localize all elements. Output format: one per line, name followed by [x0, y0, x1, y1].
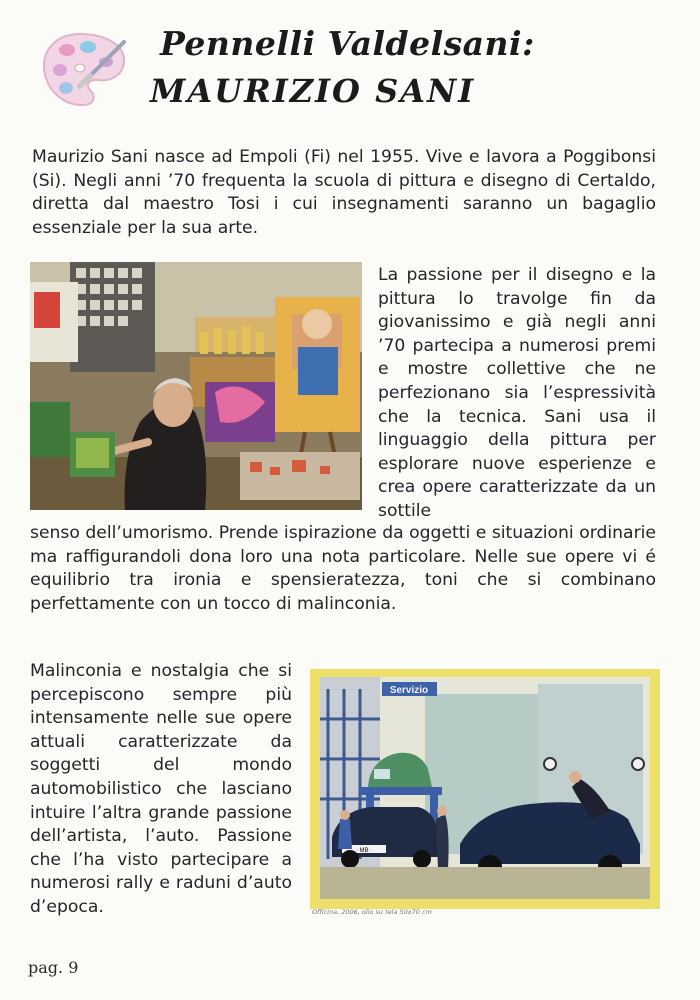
- artist-name-title: MAURIZIO SANI: [150, 72, 476, 110]
- servizio-sign: Servizio: [389, 685, 429, 696]
- page-number: pag. 9: [28, 958, 79, 977]
- officina-painting: [310, 669, 660, 909]
- license-plate: · MB ·: [355, 848, 373, 854]
- career-paragraph: La passione per il disegno e la pittura lo travolge fin da giovanissimo e già negli anni ’70 partecipa a numerosi premi e mostre collettive che ne perfezionano sia l’espressività che la tecnica. Sani usa il linguaggio della pittura per esplorare nuove esperienze e crea opere caratterizzate da un sottile: [378, 265, 656, 521]
- palette-brush-icon: [40, 30, 130, 110]
- painting-caption: Officina, 2006, olio su tela 50x70 cm: [312, 908, 432, 916]
- intro-paragraph: Maurizio Sani nasce ad Empoli (Fi) nel 1955. Vive e lavora a Poggibonsi (Si). Negli anni ’70 frequenta la scuola di pittura e disegno di Certaldo, diretta dal maestro Tosi i cui insegnamenti saranno un bagaglio essenziale per la sua arte.: [32, 147, 656, 238]
- closing-paragraph: Malinconia e nostalgia che si percepiscono sempre più intensamente nelle sue opere attuali caratterizzate da soggetti del mondo automobilistico che lasciano intuire l’altra grande passione dell’artista, l’auto. Passione che l’ha visto partecipare a numerosi rally e raduni d’auto d’epoca.: [30, 661, 292, 917]
- inspiration-paragraph: senso dell’umorismo. Prende ispirazione da oggetti e situazioni ordinarie ma raffigurandoli dona loro una nota particolare. Nelle sue opere vi é equilibrio tra ironia e spensieratezza, toni che si combinano perfettamente con un tocco di malinconia.: [30, 523, 656, 614]
- page-title: Pennelli Valdelsani:: [160, 24, 535, 63]
- artist-studio-photo: [30, 262, 362, 510]
